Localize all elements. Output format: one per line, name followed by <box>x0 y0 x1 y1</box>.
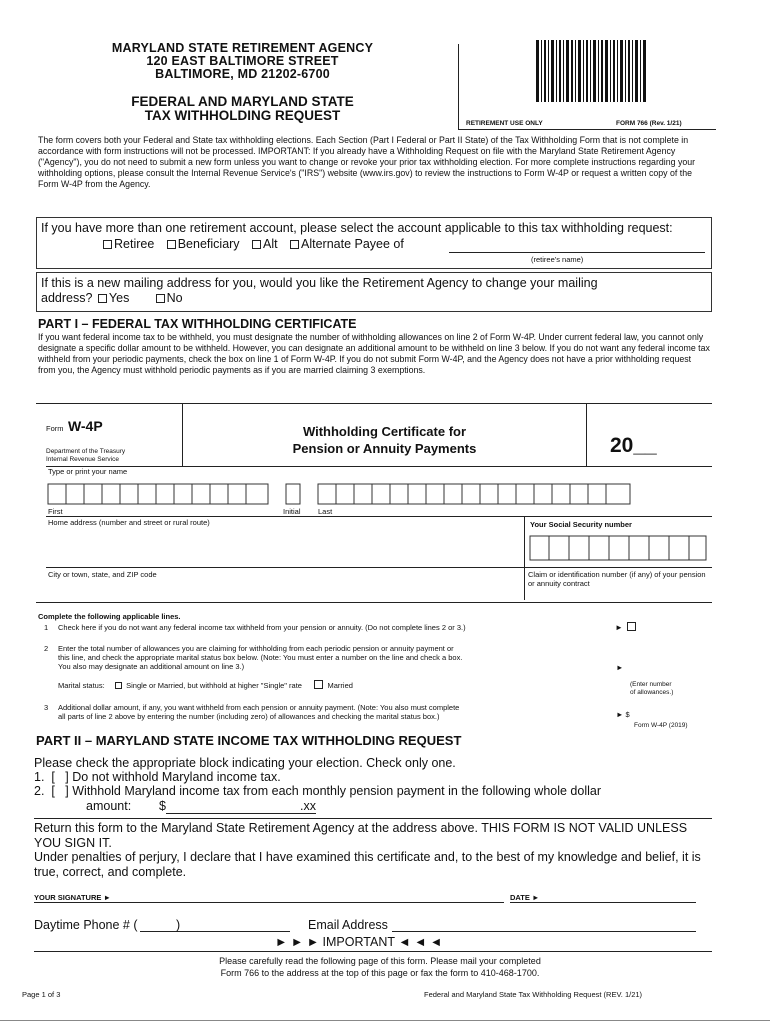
line2-text-a: Enter the total number of allowances you are claiming for withholding from each periodic pension or annuity payment or <box>58 644 454 653</box>
account-question-text: If you have more than one retirement account, please select the account applicable to this tax withholding request: <box>41 221 673 235</box>
mailing-question <box>41 276 621 305</box>
mailing-no-label: No <box>166 290 183 305</box>
w4p-title-line2: Pension or Annuity Payments <box>292 441 477 456</box>
marital-row <box>58 680 353 690</box>
single-checkbox[interactable] <box>115 682 122 689</box>
retirement-use-only: RETIREMENT USE ONLY <box>466 120 543 127</box>
email-line[interactable] <box>392 931 696 932</box>
part1-heading: PART I – FEDERAL TAX WITHHOLDING CERTIFICATE <box>38 317 357 331</box>
amount-label: amount: <box>86 799 132 813</box>
date-arrow: ► <box>531 893 540 902</box>
line2-text-c: You also may designate an additional amount on line 3.) <box>58 662 245 671</box>
married-checkbox[interactable] <box>314 680 323 689</box>
marital-label: Marital status: <box>58 681 105 690</box>
option2-text: Withhold Maryland income tax from each monthly pension payment in the following whole dollar <box>72 784 601 798</box>
w4p-year: 20__ <box>610 434 657 457</box>
line1-arrow-box <box>615 622 638 632</box>
important-label: ► ► ► IMPORTANT ◄ ◄ ◄ <box>275 935 443 949</box>
account-selection-box <box>36 217 712 269</box>
enter-number-label-2: of allowances.) <box>630 689 674 696</box>
signature-label <box>34 893 111 902</box>
form-title-line2: TAX WITHHOLDING REQUEST <box>144 108 341 123</box>
beneficiary-checkbox[interactable] <box>167 240 176 249</box>
agency-city: BALTIMORE, MD 21202-6700 <box>155 67 330 81</box>
form-title-line1: FEDERAL AND MARYLAND STATE <box>131 94 354 109</box>
form-word: Form <box>46 424 64 433</box>
perjury-statement: Under penalties of perjury, I declare that I have examined this certificate and, to the best of my knowledge and belief, it is true, correct, and complete. <box>34 850 701 879</box>
city-label: City or town, state, and ZIP code <box>48 570 157 579</box>
line1-number: 1 <box>44 623 49 632</box>
mailing-address-box <box>36 272 712 312</box>
line3-arrow-dollar <box>616 710 630 719</box>
initial-label: Initial <box>283 507 301 516</box>
ssn-label: Your Social Security number <box>530 520 632 529</box>
email-label: Email Address <box>308 918 388 932</box>
amount-row <box>86 799 166 814</box>
intro-text: The form covers both your Federal and State tax withholding elections. Each Section (Part I Federal or Part II State) of the Tax Withholding Form that is not complete in accordance with form instructions will not be processed. IMPORTANT: If you already have a Withholding Request on file with the Maryland State Retirement Agency ("Agency"), you do not need to submit a new form unless you want to change or revoke your prior tax withholding election. For more complete instructions regarding your withholding options, please consult the Internal Revenue Service's ("IRS") website (www.irs.gov) to review the instructions to Form W-4P or request a written copy of the Form W-4P from the Agency. <box>38 135 696 189</box>
mailing-no-checkbox[interactable] <box>156 294 165 303</box>
alt-checkbox[interactable] <box>252 240 261 249</box>
date-label <box>510 893 539 902</box>
line2-arrow: ► <box>616 663 624 672</box>
phone-label: Daytime Phone # ( <box>34 918 138 932</box>
retiree-name-line[interactable] <box>449 252 705 253</box>
page-number: Page 1 of 3 <box>22 990 61 999</box>
form-number: FORM 766 (Rev. 1/21) <box>616 120 682 127</box>
alt-label: Alt <box>262 237 278 251</box>
beneficiary-label: Beneficiary <box>177 237 240 251</box>
return-instructions: Return this form to the Maryland State Retirement Agency at the address above. THIS FORM IS NOT VALID UNLESS YOU SIGN IT. <box>34 821 688 850</box>
irs-label: Internal Revenue Service <box>46 456 119 463</box>
date-line[interactable] <box>510 902 696 903</box>
w4p-footer: Form W-4P (2019) <box>634 722 688 729</box>
line3-text-b: all parts of line 2 above by entering the number (including zero) of allowances and checking the marital status box.) <box>58 712 440 721</box>
alternate-payee-checkbox[interactable] <box>290 240 299 249</box>
mailing-yes-label: Yes <box>108 290 130 305</box>
line2-number: 2 <box>44 644 49 653</box>
amount-cents: .xx <box>300 799 316 813</box>
complete-lines-label: Complete the following applicable lines. <box>38 612 181 621</box>
type-name-label: Type or print your name <box>48 467 128 476</box>
phone-row <box>34 918 138 933</box>
amount-dollar: $ <box>158 799 166 813</box>
barcode <box>536 40 646 102</box>
agency-street: 120 EAST BALTIMORE STREET <box>146 54 339 68</box>
part2-option2 <box>34 784 601 799</box>
part2-instructions: Please check the appropriate block indicating your election. Check only one. <box>34 756 456 770</box>
line3-text-a: Additional dollar amount, if any, you want withheld from each pension or annuity payment. (Note: You also must complete <box>58 703 460 712</box>
w4p-form-name: W-4P <box>67 418 103 434</box>
date-text: DATE <box>510 893 530 902</box>
part1-text: If you want federal income tax to be withheld, you must designate the number of withholding allowances on line 2 of Form W-4P. Under current federal law, you cannot only designate a specific dollar amount to be withheld. However, you can designate an additional amount to be withheld on line 3 below. If you do not want any federal income tax withheld from your periodic payments, check the box on line 1 of Form W-4P. If you do not submit Form W-4P, and the Agency does not have a prior withholding request from you, the Agency must withhold periodic payments as if you are married claiming 3 exemptions. <box>38 332 710 375</box>
signature-arrow: ► <box>103 893 111 902</box>
option1-bracket[interactable]: [ ] <box>51 770 69 784</box>
line3-dollar: $ <box>625 710 630 719</box>
enter-number-label-1: (Enter number <box>630 681 672 688</box>
claim-label: Claim or identification number (if any) of your pension or annuity contract <box>528 570 706 588</box>
option2-bracket[interactable]: [ ] <box>51 784 69 798</box>
w4p-title-line1: Withholding Certificate for <box>302 424 467 439</box>
option1-text: Do not withhold Maryland income tax. <box>72 770 281 784</box>
dept-treasury: Department of the Treasury <box>46 448 126 455</box>
phone-close: ) <box>176 918 181 932</box>
first-label: First <box>48 507 63 516</box>
option1-number: 1. <box>34 770 45 784</box>
amount-line[interactable] <box>166 813 316 814</box>
signature-text: YOUR SIGNATURE <box>34 893 102 902</box>
last-label: Last <box>318 507 333 516</box>
line3-number: 3 <box>44 703 49 712</box>
ssn-boxes[interactable] <box>529 535 709 561</box>
retiree-name-label: (retiree's name) <box>531 255 584 264</box>
married-label: Married <box>327 681 353 690</box>
line1-text: Check here if you do not want any federal income tax withheld from your pension or annuity. (Do not complete lines 2 or 3.) <box>58 623 466 632</box>
important-line1: Please carefully read the following page of this form. Please mail your completed <box>219 956 541 966</box>
signature-line[interactable] <box>34 902 504 903</box>
line1-arrow: ► <box>615 623 623 632</box>
alternate-payee-label: Alternate Payee of <box>301 237 404 251</box>
phone-line[interactable] <box>140 931 290 932</box>
important-line2: Form 766 to the address at the top of this page or fax the form to 410-468-1700. <box>220 968 540 978</box>
account-question <box>41 221 709 236</box>
part2-heading: PART II – MARYLAND STATE INCOME TAX WITHHOLDING REQUEST <box>36 733 462 748</box>
footer-form-name: Federal and Maryland State Tax Withholding Request (REV. 1/21) <box>424 990 643 999</box>
line1-checkbox[interactable] <box>627 622 636 631</box>
w4p-form-label <box>46 418 103 436</box>
mailing-yes-checkbox[interactable] <box>98 294 107 303</box>
name-entry-boxes[interactable] <box>46 483 712 505</box>
account-options <box>101 237 701 252</box>
single-label: Single or Married, but withhold at higher "Single" rate <box>126 681 302 690</box>
agency-name: MARYLAND STATE RETIREMENT AGENCY <box>111 41 374 55</box>
option2-number: 2. <box>34 784 45 798</box>
retiree-checkbox[interactable] <box>103 240 112 249</box>
mailing-question-text: If this is a new mailing address for you, would you like the Retirement Agency to change your mailing address? <box>41 276 598 305</box>
retiree-label: Retiree <box>114 237 155 251</box>
home-address-label: Home address (number and street or rural route) <box>48 518 210 527</box>
line2-text-b: this line, and check the appropriate marital status box below. (Note: You must enter a number on the line and check a box. <box>58 653 463 662</box>
line3-arrow: ► <box>616 710 624 719</box>
part2-option1 <box>34 770 281 785</box>
